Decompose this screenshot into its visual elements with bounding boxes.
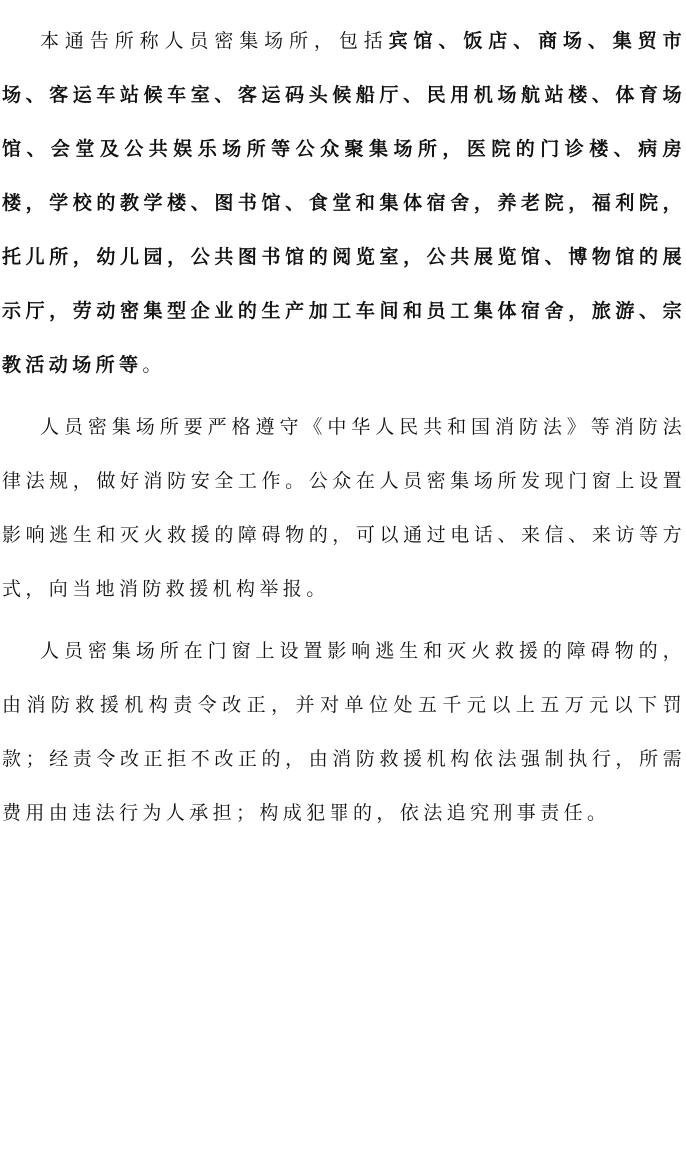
paragraph-scope [0, 14, 686, 392]
paragraph-obligations [0, 400, 686, 616]
text-run: 本通告所称人员密集场所，包括 [40, 30, 389, 52]
text-run: 人员密集场所在门窗上设置影响逃生和灭火救援的障碍物的，由消防救援机构责令改正，并对单位处五千元以上五万元以下罚款；经责令改正拒不改正的，由消防救援机构依法强制执行，所需费用由违法行为人承担；构成犯罪的，依法追究刑事责任。 [2, 640, 686, 824]
text-run: 人员密集场所要严格遵守《中华人民共和国消防法》等消防法律法规，做好消防安全工作。公众在人员密集场所发现门窗上设置影响逃生和灭火救援的障碍物的，可以通过电话、来信、来访等方式，向当地消防救援机构举报。 [2, 416, 686, 600]
paragraph-penalties [0, 624, 686, 840]
text-run: 。 [142, 354, 166, 376]
text-run-bold: 宾馆、饭店、商场、集贸市场、客运车站候车室、客运码头候船厅、民用机场航站楼、体育场馆、会堂及公共娱乐场所等公众聚集场所，医院的门诊楼、病房楼，学校的教学楼、图书馆、食堂和集体宿舍，养老院，福利院，托儿所，幼儿园，公共图书馆的阅览室，公共展览馆、博物馆的展示厅，劳动密集型企业的生产加工车间和员工集体宿舍，旅游、宗教活动场所等 [2, 30, 686, 376]
